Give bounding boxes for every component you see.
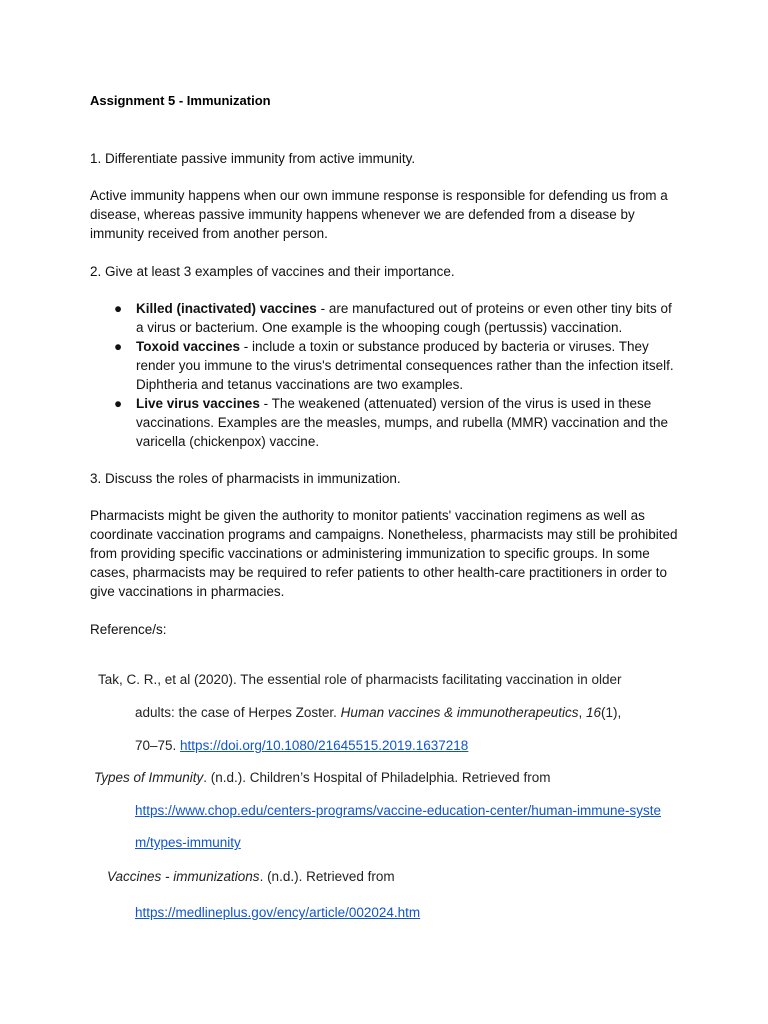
vaccine-term: Live virus vaccines bbox=[136, 396, 260, 411]
answer-3: Pharmacists might be given the authority to monitor patients' vaccination regimens as well as coordinate vaccination programs and campaigns. Nonetheless, pharmacists may still be prohibited from providing specific vaccinations or administering immunization to specific groups. In some cases, pharmacists may be required to refer patients to other health-care practitioners in order to give vaccinations in pharmacies. bbox=[90, 508, 678, 599]
reference-1-doi-link[interactable]: https://doi.org/10.1080/21645515.2019.1637218 bbox=[180, 738, 469, 753]
reference-3-url-link[interactable]: https://medlineplus.gov/ency/article/002024.htm bbox=[135, 905, 421, 920]
question-1: 1. Differentiate passive immunity from active immunity. bbox=[90, 151, 416, 166]
bullet-icon: ● bbox=[114, 339, 123, 354]
reference-1-separator: , bbox=[578, 705, 586, 720]
reference-3-line-1 bbox=[107, 867, 395, 886]
list-item bbox=[90, 299, 680, 337]
vaccine-list bbox=[90, 299, 680, 451]
reference-1-issue: (1), bbox=[601, 705, 622, 720]
reference-1-volume: 16 bbox=[585, 705, 602, 720]
reference-2-line-1 bbox=[94, 768, 550, 787]
reference-1-pages: 70–75. bbox=[135, 738, 181, 753]
reference-1-line-1: Tak, C. R., et al (2020). The essential role of pharmacists facilitating vaccination in older bbox=[98, 672, 622, 687]
vaccine-description: - The weakened (attenuated) version of the virus is used in these vaccinations. Examples are the measles, mumps, and rubella (MMR) vaccination and the varicella (chickenpox) vaccine. bbox=[136, 396, 668, 449]
reference-3-title: Vaccines - immunizations bbox=[107, 869, 260, 884]
list-item bbox=[90, 337, 680, 394]
reference-2-title: Types of Immunity bbox=[94, 770, 204, 785]
reference-1-line-3 bbox=[135, 736, 468, 755]
reference-3-source: . (n.d.). Retrieved from bbox=[259, 869, 395, 884]
bullet-icon: ● bbox=[114, 301, 123, 316]
bullet-icon: ● bbox=[114, 396, 123, 411]
reference-1-journal: Human vaccines & immunotherapeutics bbox=[340, 705, 579, 720]
list-item bbox=[90, 394, 680, 451]
reference-2-source: . (n.d.). Children’s Hospital of Philadelphia. Retrieved from bbox=[203, 770, 551, 785]
reference-3-line-2 bbox=[135, 903, 420, 922]
question-3: 3. Discuss the roles of pharmacists in immunization. bbox=[90, 471, 401, 486]
question-2: 2. Give at least 3 examples of vaccines and their importance. bbox=[90, 264, 455, 279]
reference-2-line-3 bbox=[135, 833, 241, 852]
reference-2-url-link[interactable]: https://www.chop.edu/centers-programs/vaccine-education-center/human-immune-syste bbox=[135, 803, 661, 818]
answer-1: Active immunity happens when our own immune response is responsible for defending us from a disease, whereas passive immunity happens whenever we are defended from a disease by immunity received from another person. bbox=[90, 188, 668, 241]
reference-2-url-link-continued[interactable]: m/types-immunity bbox=[135, 835, 241, 850]
vaccine-term: Toxoid vaccines bbox=[136, 339, 241, 354]
reference-1-text: adults: the case of Herpes Zoster. bbox=[135, 705, 341, 720]
document-title: Assignment 5 - Immunization bbox=[90, 93, 271, 108]
reference-1-line-2 bbox=[135, 703, 621, 722]
vaccine-description: - include a toxin or substance produced by bacteria or viruses. They render you immune to the virus's detrimental consequences rather than the infection itself. Diphtheria and tetanus vaccinations are two examples. bbox=[136, 339, 674, 392]
vaccine-term: Killed (inactivated) vaccines bbox=[136, 301, 317, 316]
reference-2-line-2 bbox=[135, 801, 661, 820]
references-heading: Reference/s: bbox=[90, 622, 167, 637]
vaccine-description: - are manufactured out of proteins or even other tiny bits of a virus or bacterium. One example is the whooping cough (pertussis) vaccination. bbox=[136, 301, 672, 335]
